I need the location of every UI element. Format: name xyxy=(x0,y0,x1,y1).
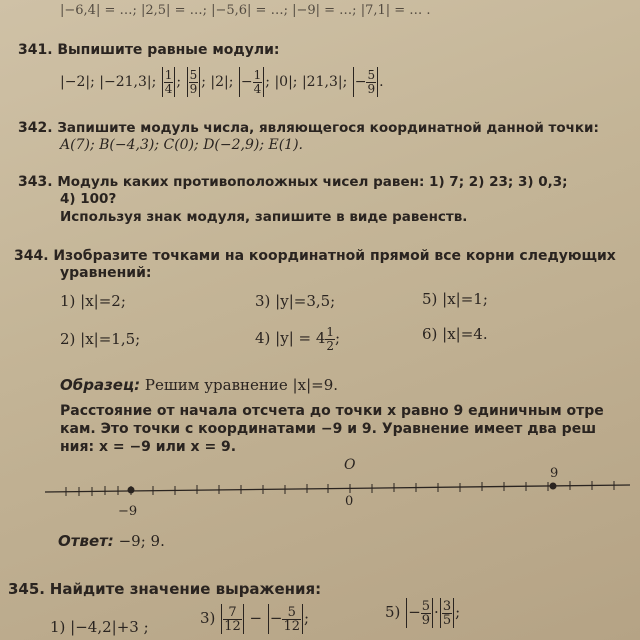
fraction xyxy=(189,69,199,96)
minus: − xyxy=(240,74,253,90)
exercise-task: Изобразите точками на координатной прямой все корни следующих xyxy=(53,248,616,264)
answer-line xyxy=(58,532,165,550)
fraction xyxy=(421,600,431,627)
separator: ; xyxy=(201,74,206,90)
expression-number: 3) xyxy=(200,609,216,627)
exercise-343-line2: 4) 100? xyxy=(60,191,117,207)
abs-bar xyxy=(162,67,163,97)
equation-text: 4) |y| = 4 xyxy=(255,329,326,347)
abs-bar xyxy=(221,604,222,634)
tick-label-plus-9: 9 xyxy=(550,466,559,481)
separator: ; xyxy=(265,74,270,90)
numerator: 5 xyxy=(282,606,301,620)
abs-bar xyxy=(268,604,269,634)
equation-1: 1) |x|=2; xyxy=(60,292,126,310)
numerator: 1 xyxy=(164,67,173,82)
fraction xyxy=(223,606,242,633)
separator: ; xyxy=(455,603,461,621)
abs-bar xyxy=(243,604,244,634)
exercise-task: Выпишите равные модули: xyxy=(57,42,280,58)
item: |−2|; xyxy=(60,74,95,90)
abs-bar xyxy=(187,67,188,97)
point-minus-9 xyxy=(128,487,135,494)
exercise-341-items xyxy=(60,62,384,102)
numerator: 1 xyxy=(253,67,262,82)
exercise-342-points: A(7); B(−4,3); C(0); D(−2,9); E(1). xyxy=(60,137,304,153)
explanation-line-1: Расстояние от начала отсчета до точки x равно 9 единичным отре xyxy=(60,403,604,419)
sample-text: Решим уравнение |x|=9. xyxy=(144,376,338,394)
numerator: 7 xyxy=(223,606,242,620)
fraction xyxy=(253,69,263,96)
abs-bar xyxy=(440,598,441,628)
equation-6: 6) |x|=4. xyxy=(422,325,488,343)
point-plus-9 xyxy=(550,483,557,490)
tick-label-zero: 0 xyxy=(345,494,354,509)
abs-bar xyxy=(432,598,433,628)
origin-letter: O xyxy=(344,457,356,473)
exercise-task: Запишите модуль числа, являющегося координатной данной точки: xyxy=(57,120,599,136)
numerator: 5 xyxy=(367,67,376,82)
separator: ; xyxy=(335,329,341,347)
exercise-number: 342. xyxy=(18,120,53,136)
denominator: 12 xyxy=(283,618,300,634)
expression-3 xyxy=(200,596,309,640)
multiply-dot: · xyxy=(434,603,439,621)
fraction xyxy=(282,606,301,633)
sample-label: Образец: xyxy=(60,376,141,394)
exercise-number: 341. xyxy=(18,42,53,58)
expression-number: 5) xyxy=(385,603,401,621)
exercise-task: Найдите значение выражения: xyxy=(49,580,322,598)
tick-label-minus-9: −9 xyxy=(118,504,138,519)
separator: ; xyxy=(176,74,182,90)
minus: − xyxy=(354,74,367,90)
numerator: 5 xyxy=(421,598,431,614)
fraction xyxy=(164,69,174,96)
equation-2: 2) |x|=1,5; xyxy=(60,330,141,348)
equation-4 xyxy=(255,318,340,358)
explanation-line-3: ния: x = −9 или x = 9. xyxy=(60,439,237,455)
exercise-number: 343. xyxy=(18,174,53,190)
abs-bar xyxy=(453,598,454,628)
abs-bar xyxy=(353,67,354,97)
exercise-342 xyxy=(18,118,599,137)
separator: ; xyxy=(304,609,310,627)
fraction xyxy=(442,600,452,627)
abs-bar xyxy=(302,604,303,634)
denominator: 2 xyxy=(326,338,335,353)
exercise-344 xyxy=(14,246,616,265)
numerator: 3 xyxy=(442,598,452,614)
explanation-line-2: кам. Это точки с координатами −9 и 9. Уравнение имеет два реш xyxy=(60,421,597,437)
fraction xyxy=(366,69,376,96)
separator: . xyxy=(379,74,384,90)
numerator: 1 xyxy=(326,324,335,339)
expression-1: 1) |−4,2|+3 ; xyxy=(50,618,149,636)
item: |0|; xyxy=(274,74,298,90)
exercise-task: Модуль каких противоположных чисел равен: 1) 7; 2) 23; 3) 0,3; xyxy=(57,174,568,190)
denominator: 9 xyxy=(367,81,376,96)
numerator: 5 xyxy=(189,67,198,82)
denominator: 9 xyxy=(189,81,198,96)
exercise-344-line2: уравнений: xyxy=(60,265,152,281)
denominator: 4 xyxy=(253,81,262,96)
denominator: 5 xyxy=(442,612,452,628)
sample-line xyxy=(60,376,338,394)
expression-5 xyxy=(385,590,460,634)
exercise-341 xyxy=(18,40,280,59)
answer-label: Ответ: xyxy=(58,532,114,550)
exercise-343-line3: Используя знак модуля, запишите в виде равенств. xyxy=(60,209,468,225)
item: |21,3|; xyxy=(301,74,348,90)
denominator: 9 xyxy=(421,612,431,628)
denominator: 4 xyxy=(164,81,173,96)
abs-bar xyxy=(377,67,378,97)
minus: − xyxy=(249,609,263,627)
minus: − xyxy=(269,609,283,627)
answer-value: −9; 9. xyxy=(118,532,165,550)
fraction xyxy=(325,326,335,353)
item: |−21,3|; xyxy=(99,74,157,90)
equation-3: 3) |y|=3,5; xyxy=(255,292,336,310)
abs-bar xyxy=(239,67,240,97)
denominator: 12 xyxy=(224,618,241,634)
exercise-number: 344. xyxy=(14,248,49,264)
exercise-number: 345. xyxy=(8,580,46,598)
exercise-343 xyxy=(18,172,568,191)
equation-5: 5) |x|=1; xyxy=(422,290,488,308)
item: |2|; xyxy=(210,74,234,90)
top-cut-line: |−6,4| = …; |2,5| = …; |−5,6| = …; |−9| = …; |7,1| = … . xyxy=(60,3,431,18)
minus: − xyxy=(408,603,421,621)
coordinate-line xyxy=(0,455,640,525)
